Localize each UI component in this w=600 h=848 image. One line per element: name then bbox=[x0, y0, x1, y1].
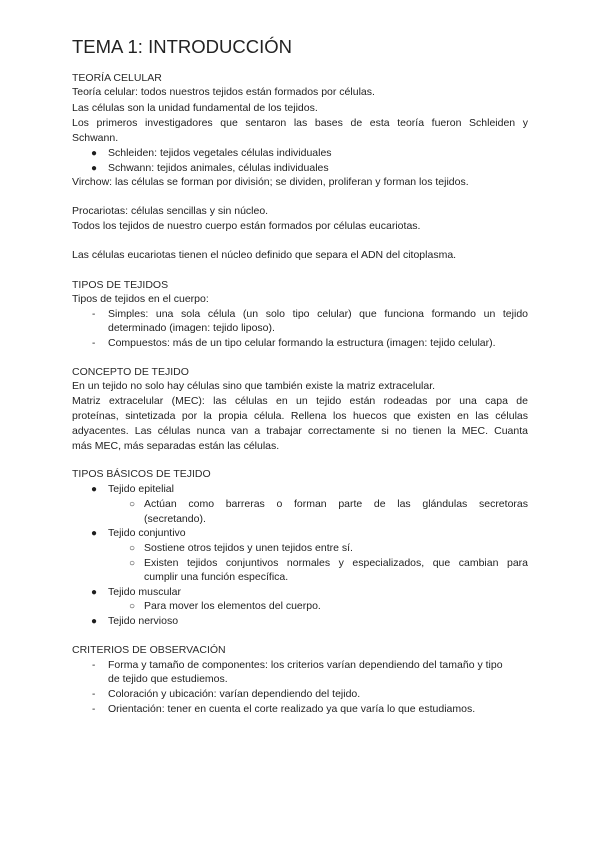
list-item: Forma y tamaño de componentes: los criterios varían dependiendo del tamaño y tipo bbox=[108, 659, 503, 671]
bullet-icon: ● bbox=[91, 528, 98, 539]
list-item: cumplir una función específica. bbox=[144, 571, 289, 583]
bullet-icon: ● bbox=[91, 616, 98, 627]
list-item: Actúan como barreras o forman parte de las glándulas secretoras bbox=[144, 498, 528, 510]
list-item: determinado (imagen: tejido liposo). bbox=[108, 322, 275, 334]
list-item: Tejido conjuntivo bbox=[108, 527, 186, 539]
circle-bullet-icon: ○ bbox=[129, 601, 136, 612]
paragraph-line: Teoría celular: todos nuestros tejidos están formados por células. bbox=[72, 86, 375, 98]
section-heading-tipos-de-tejidos: TIPOS DE TEJIDOS bbox=[72, 279, 169, 291]
paragraph-line: Virchow: las células se forman por división; se dividen, proliferan y forman los tejidos. bbox=[72, 176, 469, 188]
paragraph-line: Las células eucariotas tienen el núcleo definido que separa el ADN del citoplasma. bbox=[72, 249, 457, 261]
section-heading-concepto-de-tejido: CONCEPTO DE TEJIDO bbox=[72, 366, 189, 378]
dash-icon: - bbox=[92, 309, 96, 320]
list-item: Schleiden: tejidos vegetales células individuales bbox=[108, 147, 332, 159]
bullet-icon: ● bbox=[91, 163, 98, 174]
bullet-icon: ● bbox=[91, 148, 98, 159]
list-item: Tejido muscular bbox=[108, 586, 181, 598]
list-item: Para mover los elementos del cuerpo. bbox=[144, 600, 321, 612]
list-item: Existen tejidos conjuntivos normales y especializados, que cambian para bbox=[144, 557, 528, 569]
list-item: Simples: una sola célula (un solo tipo celular) que funciona formando un tejido bbox=[108, 308, 528, 320]
list-item: Sostiene otros tejidos y unen tejidos entre sí. bbox=[144, 542, 353, 554]
dash-icon: - bbox=[92, 660, 96, 671]
list-item: Schwann: tejidos animales, células individuales bbox=[108, 162, 329, 174]
bullet-icon: ● bbox=[91, 484, 98, 495]
list-item: de tejido que estudiemos. bbox=[108, 673, 228, 685]
paragraph-line: Los primeros investigadores que sentaron las bases de esta teoría fueron Schleiden y bbox=[72, 117, 528, 129]
paragraph-line: Tipos de tejidos en el cuerpo: bbox=[72, 293, 209, 305]
paragraph-line: Las células son la unidad fundamental de los tejidos. bbox=[72, 102, 318, 114]
paragraph-line: Procariotas: células sencillas y sin núcleo. bbox=[72, 205, 269, 217]
page-title: TEMA 1: INTRODUCCIÓN bbox=[72, 36, 292, 57]
circle-bullet-icon: ○ bbox=[129, 499, 136, 510]
paragraph-line: proteínas, sintetizada por la propia célula. Rellena los huecos que existen en las células bbox=[72, 410, 528, 422]
circle-bullet-icon: ○ bbox=[129, 558, 136, 569]
dash-icon: - bbox=[92, 338, 96, 349]
paragraph-line: Schwann. bbox=[72, 132, 119, 144]
paragraph-line: Todos los tejidos de nuestro cuerpo están formados por células eucariotas. bbox=[72, 220, 421, 232]
list-item: Tejido nervioso bbox=[108, 615, 179, 627]
paragraph-line: más MEC, más separadas están las células. bbox=[72, 440, 280, 452]
dash-icon: - bbox=[92, 704, 96, 715]
list-item: Compuestos: más de un tipo celular formando la estructura (imagen: tejido celular). bbox=[108, 337, 496, 349]
bullet-icon: ● bbox=[91, 587, 98, 598]
paragraph-line: adyacentes. Las células nunca van a trabajar correctamente si no tienen la MEC. Cuanta bbox=[72, 425, 528, 437]
section-heading-tipos-basicos: TIPOS BÁSICOS DE TEJIDO bbox=[72, 468, 211, 480]
list-item: Coloración y ubicación: varían dependiendo del tejido. bbox=[108, 688, 361, 700]
paragraph-line: Matriz extracelular (MEC): las células en un tejido están rodeadas por una capa de bbox=[72, 395, 528, 407]
list-item: Tejido epitelial bbox=[108, 483, 174, 495]
circle-bullet-icon: ○ bbox=[129, 543, 136, 554]
dash-icon: - bbox=[92, 689, 96, 700]
list-item: Orientación: tener en cuenta el corte realizado ya que varía lo que estudiamos. bbox=[108, 703, 476, 715]
section-heading-criterios: CRITERIOS DE OBSERVACIÓN bbox=[72, 644, 226, 656]
list-item: (secretando). bbox=[144, 513, 206, 525]
paragraph-line: En un tejido no solo hay células sino que también existe la matriz extracelular. bbox=[72, 380, 436, 392]
section-heading-teoria-celular: TEORÍA CELULAR bbox=[72, 72, 162, 84]
